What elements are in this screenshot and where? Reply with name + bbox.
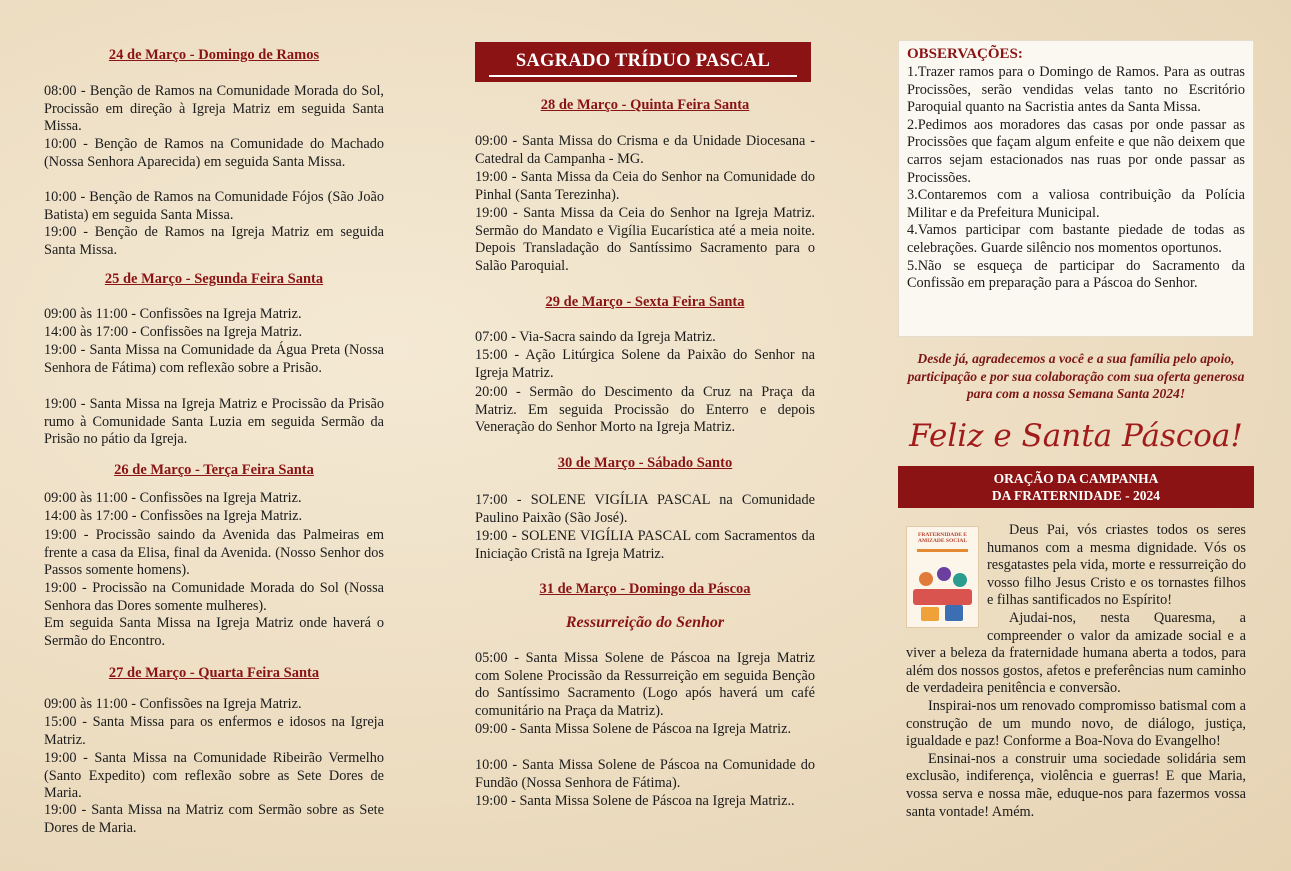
- prayer-text: [906, 522, 1246, 821]
- day-heading-26: 26 de Março - Terça Feira Santa: [114, 462, 314, 478]
- book-cover-title: FRATERNIDADE E AMIZADE SOCIAL: [917, 532, 968, 544]
- schedule-entry: 17:00 - SOLENE VIGÍLIA PASCAL na Comunidade Paulino Paixão (São José).: [475, 492, 815, 526]
- schedule-entry: 14:00 às 17:00 - Confissões na Igreja Matriz.: [44, 324, 303, 340]
- schedule-entry: 09:00 às 11:00 - Confissões na Igreja Matriz.: [44, 696, 302, 712]
- schedule-entry: 09:00 às 11:00 - Confissões na Igreja Matriz.: [44, 306, 302, 322]
- title-underline: [489, 75, 797, 77]
- thanks-message: Desde já, agradecemos a você e a sua família pelo apoio, participação e por sua colaboração com sua oferta generosa para com a nossa Semana Santa 2024!: [907, 351, 1245, 402]
- schedule-entry: 20:00 - Sermão do Descimento da Cruz na Praça da Matriz. Em seguida Procissão do Enterro e depois Veneração do Senhor Morto na Igreja Matriz.: [475, 384, 815, 436]
- schedule-entry: 19:00 - Santa Missa na Matriz com Sermão sobre as Sete Dores de Maria.: [44, 802, 384, 836]
- schedule-entry: 19:00 - Santa Missa na Igreja Matriz e Procissão da Prisão rumo à Comunidade Santa Luzia em seguida Sermão da Prisão no pátio da Igreja.: [44, 396, 384, 448]
- schedule-entry: 15:00 - Santa Missa para os enfermos e idosos na Igreja Matriz.: [44, 714, 384, 748]
- schedule-entry: Em seguida Santa Missa na Igreja Matriz onde haverá o Sermão do Encontro.: [44, 615, 384, 649]
- schedule-entry: 05:00 - Santa Missa Solene de Páscoa na Igreja Matriz com Solene Procissão da Ressurreição em seguida Benção do Santíssimo Sacramento (Logo após haverá um café comunitário na Praça da Matriz).: [475, 650, 815, 719]
- oracao-title-line-2: DA FRATERNIDADE - 2024: [991, 488, 1161, 503]
- observacao-item: 5.Não se esqueça de participar do Sacramento da Confissão em preparação para a Páscoa do Senhor.: [907, 257, 1245, 292]
- schedule-entry: 10:00 - Benção de Ramos na Comunidade do Machado (Nossa Senhora Aparecida) em seguida Santa Missa.: [44, 136, 384, 170]
- observacao-item: 2.Pedimos aos moradores das casas por onde passar as Procissões que façam algum enfeite e que não deixem que carros sejam estacionados nas ruas por onde passar as Procissões.: [907, 116, 1245, 186]
- day-heading-27: 27 de Março - Quarta Feira Santa: [108, 665, 320, 681]
- schedule-entry: 07:00 - Via-Sacra saindo da Igreja Matriz.: [475, 329, 716, 345]
- schedule-entry: 09:00 às 11:00 - Confissões na Igreja Matriz.: [44, 490, 302, 506]
- schedule-entry: 10:00 - Benção de Ramos na Comunidade Fójos (São João Batista) em seguida Santa Missa.: [44, 189, 384, 223]
- prayer-paragraph: Inspirai-nos um renovado compromisso batismal com a construção de um mundo novo, de diálogo, justiça, igualdade e paz! Conforme a Boa-Nova do Evangelho!: [906, 697, 1246, 750]
- observacoes-box: [898, 40, 1254, 337]
- triduo-title: SAGRADO TRÍDUO PASCAL: [515, 51, 771, 71]
- observacao-item: 3.Contaremos com a valiosa contribuição da Polícia Militar e da Prefeitura Municipal.: [907, 187, 1245, 221]
- day-heading-24: 24 de Março - Domingo de Ramos: [108, 47, 320, 63]
- schedule-entry: 19:00 - Santa Missa da Ceia do Senhor na Comunidade do Pinhal (Santa Terezinha).: [475, 169, 815, 203]
- day-heading-29: 29 de Março - Sexta Feira Santa: [545, 294, 745, 310]
- ressurreicao-subtitle: Ressurreição do Senhor: [565, 614, 725, 631]
- schedule-entry: 19:00 - Santa Missa da Ceia do Senhor na Igreja Matriz. Sermão do Mandato e Vigília Eucarística até a meia noite. Depois Transladação do Santíssimo Sacramento para o Salão Paroquial.: [475, 205, 815, 274]
- schedule-entry: 14:00 às 17:00 - Confissões na Igreja Matriz.: [44, 508, 303, 524]
- schedule-entry: 19:00 - Procissão na Comunidade Morada do Sol (Nossa Senhora das Dores somente mulheres).: [44, 580, 384, 614]
- day-heading-28: 28 de Março - Quinta Feira Santa: [540, 97, 750, 113]
- prayer-paragraph: Ensinai-nos a construir uma sociedade solidária sem exclusão, indiferença, violência e guerras! E que Maria, vossa serva e nossa mãe, eduque-nos para fazermos vossa santa vontade! Amém.: [906, 750, 1246, 820]
- schedule-entry: 08:00 - Benção de Ramos na Comunidade Morada do Sol, Procissão em direção à Igreja Matriz em seguida Santa Missa.: [44, 83, 384, 135]
- schedule-entry: 15:00 - Ação Litúrgica Solene da Paixão do Senhor na Igreja Matriz.: [475, 347, 815, 381]
- day-heading-31: 31 de Março - Domingo da Páscoa: [539, 581, 751, 597]
- prayer-paragraph: Ajudai-nos, nesta Quaresma, a compreender o valor da amizade social e a viver a beleza da fraternidade humana aberta a todos, para além dos nossos gostos, afetos e preferências num caminho de verdadeira penitência e conversão.: [906, 609, 1246, 697]
- oracao-title-line-1: ORAÇÃO DA CAMPANHA: [993, 471, 1159, 486]
- schedule-entry: 19:00 - Santa Missa Solene de Páscoa na Igreja Matriz..: [475, 793, 795, 809]
- schedule-entry: 19:00 - Procissão saindo da Avenida das Palmeiras em frente a casa da Elisa, final da Avenida. (Nosso Senhor dos Passos somente homens).: [44, 527, 384, 579]
- schedule-entry: 10:00 - Santa Missa Solene de Páscoa na Comunidade do Fundão (Nossa Senhora de Fátima).: [475, 757, 815, 791]
- feliz-pascoa-title: Feliz e Santa Páscoa!: [909, 418, 1243, 454]
- day-heading-25: 25 de Março - Segunda Feira Santa: [104, 271, 324, 287]
- prayer-paragraph: Deus Pai, vós criastes todos os seres humanos com a mesma dignidade. Vós os resgatastes pela vida, morte e ressurreição do vosso filho Jesus Cristo e os tornastes filhos e filhas santificados no Espírito!: [987, 522, 1246, 609]
- observacoes-title: OBSERVAÇÕES:: [907, 46, 1023, 62]
- schedule-entry: 19:00 - SOLENE VIGÍLIA PASCAL com Sacramentos da Iniciação Cristã na Igreja Matriz.: [475, 528, 815, 562]
- oracao-banner: [898, 466, 1254, 508]
- day-heading-30: 30 de Março - Sábado Santo: [557, 455, 733, 471]
- observacao-item: 4.Vamos participar com bastante piedade de todas as celebrações. Guarde silêncio nos momentos oportunos.: [907, 222, 1245, 256]
- schedule-entry: 19:00 - Santa Missa na Comunidade Ribeirão Vermelho (Santo Expedito) com reflexão sobre as Sete Dores de Maria.: [44, 750, 384, 802]
- campanha-book-cover-image: [906, 526, 979, 628]
- schedule-entry: 19:00 - Benção de Ramos na Igreja Matriz em seguida Santa Missa.: [44, 224, 384, 258]
- schedule-entry: 09:00 - Santa Missa Solene de Páscoa na Igreja Matriz.: [475, 721, 792, 737]
- schedule-entry: 19:00 - Santa Missa na Comunidade da Água Preta (Nossa Senhora de Fátima) com reflexão sobre a Prisão.: [44, 342, 384, 376]
- schedule-entry: 09:00 - Santa Missa do Crisma e da Unidade Diocesana - Catedral da Campanha - MG.: [475, 133, 815, 167]
- observacao-item: 1.Trazer ramos para o Domingo de Ramos. Para as outras Procissões, serão vendidas velas tanto no Escritório Paroquial quanto na Sacristia antes da Santa Missa.: [907, 64, 1245, 116]
- triduo-title-banner: [475, 42, 811, 82]
